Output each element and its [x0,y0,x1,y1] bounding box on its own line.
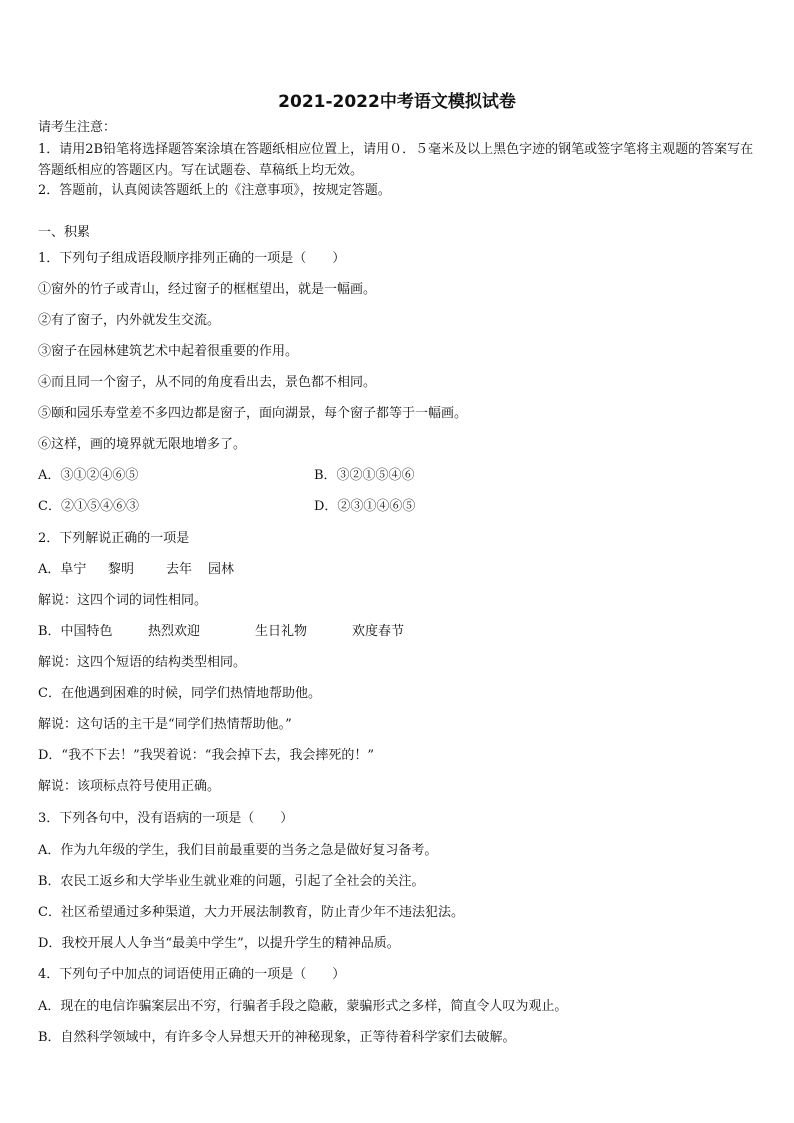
question-1-sentence-6: ⑥这样，画的境界就无限地增多了。 [38,437,247,452]
question-2-option-a [38,561,234,579]
question-4-option-b: B．自然科学领域中，有许多令人异想天开的神秘现象，正等待着科学家们去破解。 [38,1030,516,1045]
question-2-stem: 2．下列解说正确的一项是 [38,531,190,546]
question-2-option-d-explanation: 解说：该项标点符号使用正确。 [38,779,221,794]
option-a-word-1: A．阜宁 [38,562,87,577]
question-1-sentence-2: ②有了窗子，内外就发生交流。 [38,313,221,328]
option-b-phrase-3: 生日礼物 [255,624,308,639]
question-4-stem: 4．下列句子中加点的词语使用正确的一项是（ ） [38,967,346,982]
question-1-option-d: D．②③①④⑥⑤ [314,499,416,514]
option-a-word-3: 去年 [166,562,193,577]
question-4-option-a: A．现在的电信诈骗案层出不穷，行骗者手段之隐蔽，蒙骗形式之多样，简直令人叹为观止。 [38,999,568,1014]
question-3-option-d: D．我校开展人人争当“最美中学生”，以提升学生的精神品质。 [38,936,400,951]
question-2-option-c: C．在他遇到困难的时候，同学们热情地帮助他。 [38,686,321,701]
notice-heading: 请考生注意： [38,120,117,135]
option-a-word-2: 黎明 [108,562,135,577]
question-3-option-c: C．社区希望通过多种渠道，大力开展法制教育，防止青少年不违法犯法。 [38,905,464,920]
question-3-option-a: A．作为九年级的学生，我们目前最重要的当务之急是做好复习备考。 [38,843,438,858]
section-heading: 一、积累 [38,225,91,240]
notice-item-1: 1．请用2B铅笔将选择题答案涂填在答题纸相应位置上，请用０．５毫米及以上黑色字迹的钢笔或签字笔将主观题的答案写在答题纸相应的答题区内。写在试题卷、草稿纸上均无效。 [38,142,754,178]
option-b-phrase-2: 热烈欢迎 [148,624,201,639]
option-a-word-4: 园林 [208,562,235,577]
question-1-sentence-4: ④而且同一个窗子，从不同的角度看出去，景色都不相同。 [38,375,377,390]
option-b-phrase-4: 欢度春节 [352,624,405,639]
question-2-option-a-explanation: 解说：这四个词的词性相同。 [38,593,208,608]
question-1-option-a: A．③①②④⑥⑤ [38,468,139,483]
question-1-option-b: B．③②①⑤④⑥ [314,468,415,483]
notice-item-2: 2．答题前，认真阅读答题纸上的《注意事项》，按规定答题。 [38,183,391,198]
question-2-option-c-explanation: 解说：这句话的主干是“同学们热情帮助他。” [38,717,292,732]
option-b-phrase-1: B．中国特色 [38,624,113,639]
question-1-stem: 1．下列句子组成语段顺序排列正确的一项是（ ） [38,251,346,266]
question-2-option-b-explanation: 解说：这四个短语的结构类型相同。 [38,655,247,670]
question-1-option-c: C．②①⑤④⑥③ [38,499,139,514]
question-3-option-b: B．农民工返乡和大学毕业生就业难的问题，引起了全社会的关注。 [38,874,425,889]
question-1-sentence-5: ⑤颐和园乐寿堂差不多四边都是窗子，面向湖景，每个窗子都等于一幅画。 [38,406,468,421]
page-title: 2021-2022中考语文模拟试卷 [278,92,516,112]
question-2-option-d: D．“我不下去！”我哭着说：“我会掉下去，我会摔死的！” [38,748,375,763]
question-1-sentence-3: ③窗子在园林建筑艺术中起着很重要的作用。 [38,344,299,359]
question-2-option-b [38,623,404,641]
question-3-stem: 3．下列各句中，没有语病的一项是（ ） [38,811,294,826]
question-1-sentence-1: ①窗外的竹子或青山，经过窗子的框框望出，就是一幅画。 [38,282,377,297]
